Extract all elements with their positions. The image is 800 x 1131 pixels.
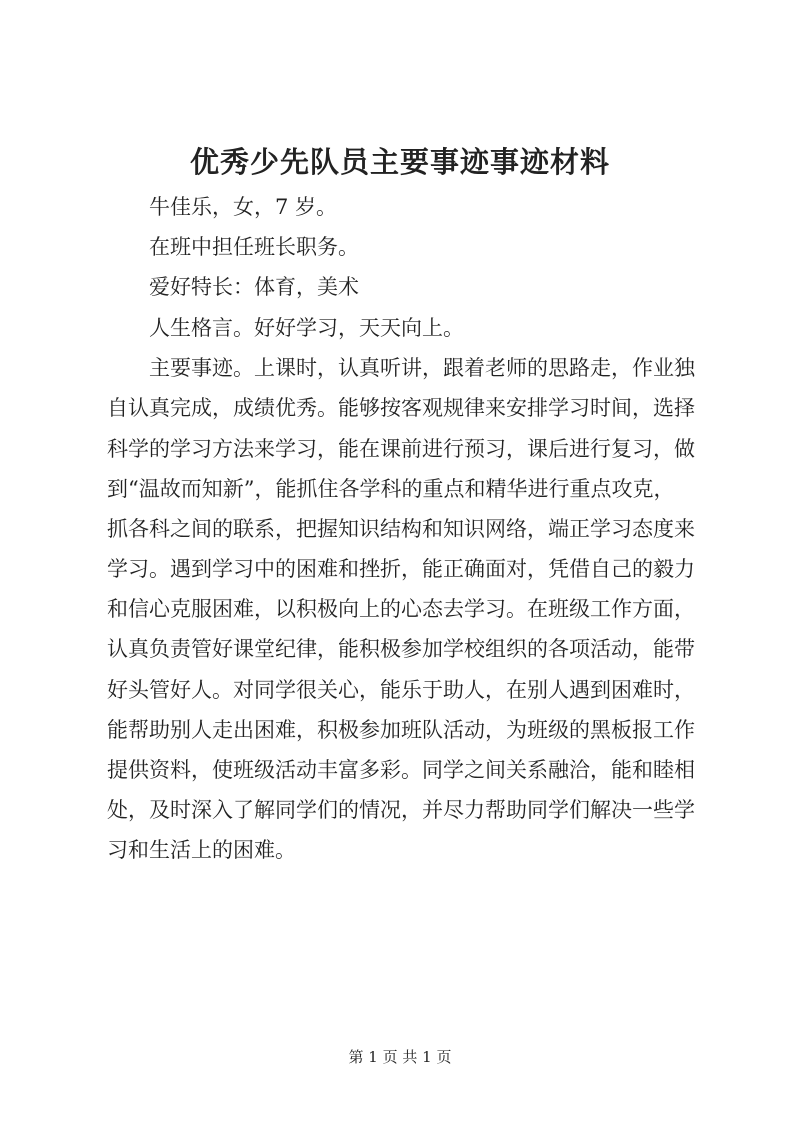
document-title: 优秀少先队员主要事迹事迹材料 (189, 145, 610, 179)
deeds-line: 抓各科之间的联系，把握知识结构和知识网络，端正学习态度来 (107, 517, 695, 541)
deeds-line: 主要事迹。上课时，认真听讲，跟着老师的思路走，作业独 (149, 356, 695, 380)
deeds-line: 到“温故而知新”，能抓住各学科的重点和精华进行重点攻克， (107, 477, 675, 501)
deeds-line: 和信心克服困难，以积极向上的心态去学习。在班级工作方面， (107, 597, 695, 621)
deeds-line: 自认真完成，成绩优秀。能够按客观规律来安排学习时间，选择 (107, 396, 695, 420)
deeds-line: 好头管好人。对同学很关心，能乐于助人，在别人遇到困难时， (107, 678, 695, 702)
info-line-position: 在班中担任班长职务。 (149, 235, 359, 259)
deeds-line: 提供资料，使班级活动丰富多彩。同学之间关系融洽，能和睦相 (107, 758, 695, 782)
info-line-name: 牛佳乐，女，7 岁。 (149, 195, 338, 219)
page-footer: 第 1 页 共 1 页 (348, 1048, 452, 1066)
info-line-hobbies: 爱好特长：体育，美术 (149, 275, 359, 299)
info-line-motto: 人生格言。好好学习，天天向上。 (149, 316, 464, 340)
deeds-line: 科学的学习方法来学习，能在课前进行预习，课后进行复习，做 (107, 437, 695, 461)
deeds-line: 学习。遇到学习中的困难和挫折，能正确面对，凭借自己的毅力 (107, 557, 695, 581)
deeds-line: 习和生活上的困难。 (107, 838, 296, 862)
deeds-line: 处，及时深入了解同学们的情况，并尽力帮助同学们解决一些学 (107, 798, 695, 822)
deeds-line: 能帮助别人走出困难，积极参加班队活动，为班级的黑板报工作 (107, 718, 695, 742)
deeds-line: 认真负责管好课堂纪律，能积极参加学校组织的各项活动，能带 (107, 637, 695, 661)
